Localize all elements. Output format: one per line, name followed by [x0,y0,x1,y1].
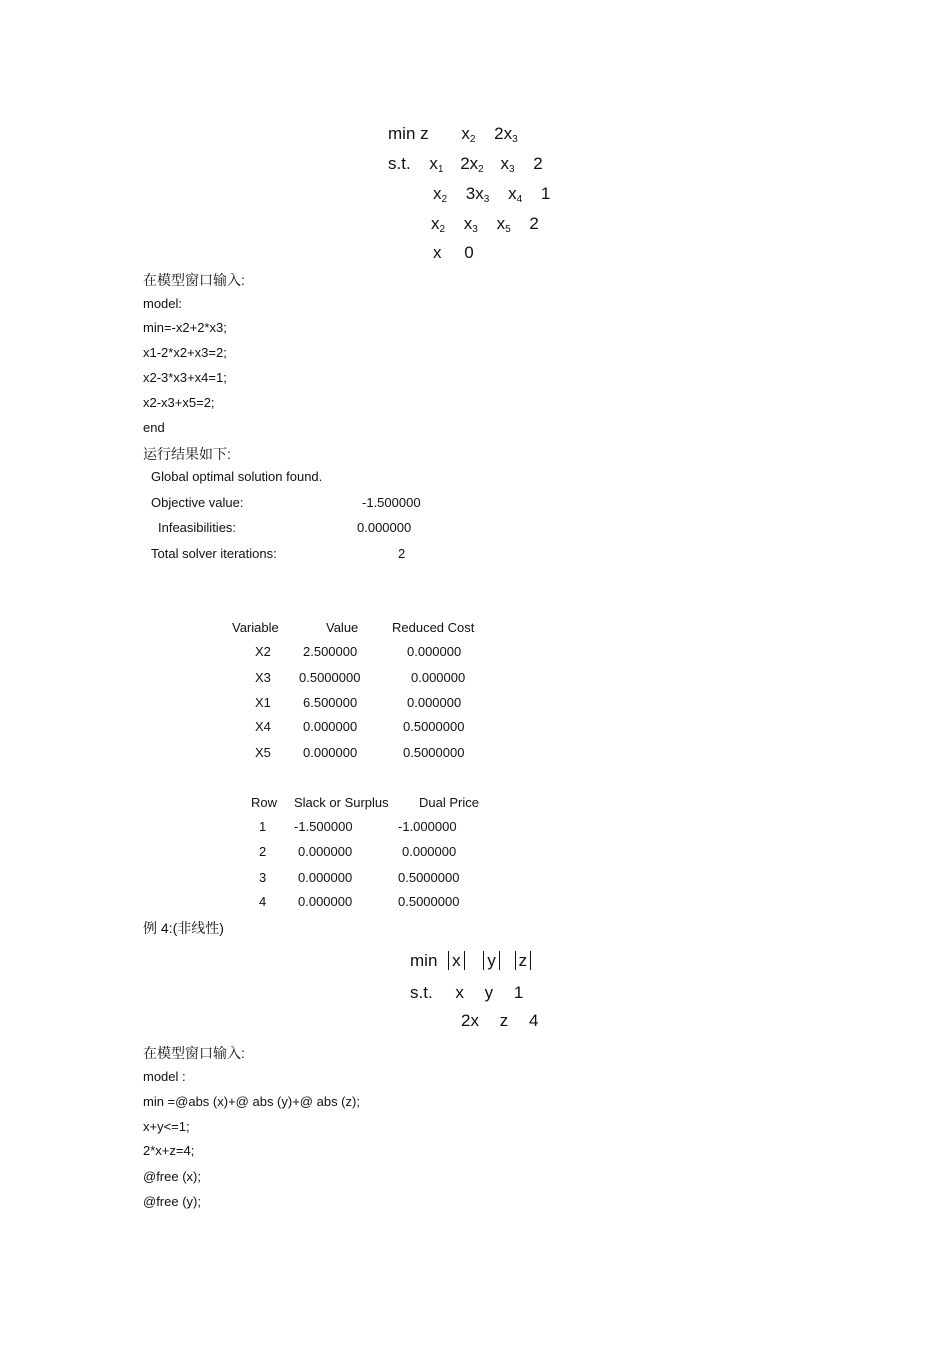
var-table-cell: 0.000000 [303,719,358,734]
infeasibilities-label: Infeasibilities: [158,520,237,535]
input1-line: x2-3*x3+x4=1; [143,370,227,385]
input2-line: 2*x+z=4; [143,1143,195,1158]
row-table-header-slack: Slack or Surplus [294,795,389,810]
row-table-cell: -1.500000 [294,819,353,834]
var-table-cell: 0.000000 [407,644,462,659]
example4-constraint-1: s.t. x y 1 [410,983,524,1002]
row-table-cell: 0.000000 [298,894,353,909]
var-table-cell: X5 [255,745,271,760]
results-heading: 运行结果如下: [143,446,231,462]
input1-line: min=-x2+2*x3; [143,320,227,335]
input2-heading: 在模型窗口输入: [143,1045,245,1061]
row-table-cell: 2 [259,844,267,859]
row-table-cell: -1.000000 [398,819,457,834]
row-table-cell: 0.5000000 [398,894,460,909]
model1-constraint-3: $x_2$ $x_3$ $x_5$ 2 [431,214,539,235]
input2-line: @free (x); [143,1169,201,1184]
model1-constraint-1: s.t. $x_1$ $2x_2$ $x_3$ 2 [388,154,543,175]
row-table-cell: 1 [259,819,267,834]
var-table-header-variable: Variable [232,620,279,635]
row-table-header-row: Row [251,795,278,810]
row-table-cell: 4 [259,894,267,909]
var-table-header-value: Value [326,620,359,635]
objective-label: Objective value: [151,495,244,510]
input1-line: model: [143,296,183,311]
var-table-cell: X1 [255,695,271,710]
var-table-cell: 0.000000 [411,670,466,685]
input1-line: x2-x3+x5=2; [143,395,215,410]
example4-heading: 例 4:(非线性) [143,920,224,936]
input2-line: model : [143,1069,186,1084]
var-table-cell: 6.500000 [303,695,358,710]
var-table-cell: 0.5000000 [403,719,465,734]
iterations-label: Total solver iterations: [151,546,277,561]
var-table-cell: 0.5000000 [299,670,361,685]
results-status: Global optimal solution found. [151,469,323,484]
var-table-header-reduced-cost: Reduced Cost [392,620,475,635]
row-table-cell: 0.5000000 [398,870,460,885]
var-table-cell: X3 [255,670,271,685]
objective-value: -1.500000 [362,495,421,510]
example4-objective: min x y z [410,951,531,971]
var-table-cell: X2 [255,644,271,659]
input1-line: end [143,420,165,435]
input1-line: x1-2*x2+x3=2; [143,345,227,360]
var-table-cell: 0.5000000 [403,745,465,760]
row-table-cell: 3 [259,870,267,885]
var-table-cell: 0.000000 [303,745,358,760]
input1-heading: 在模型窗口输入: [143,272,245,288]
row-table-cell: 0.000000 [298,844,353,859]
model1-objective: min z $x_2$ $2x_3$ [388,124,518,145]
var-table-cell: 2.500000 [303,644,358,659]
input2-line: min =@abs (x)+@ abs (y)+@ abs (z); [143,1094,360,1109]
example4-constraint-2: 2x z 4 [461,1011,539,1030]
model1-constraint-4: x 0 [433,243,474,262]
input2-line: x+y<=1; [143,1119,190,1134]
input2-line: @free (y); [143,1194,201,1209]
model1-constraint-2: $x_2$ $3x_3$ $x_4$ 1 [433,184,551,205]
var-table-cell: X4 [255,719,271,734]
var-table-cell: 0.000000 [407,695,462,710]
row-table-cell: 0.000000 [298,870,353,885]
row-table-header-dual-price: Dual Price [419,795,479,810]
row-table-cell: 0.000000 [402,844,457,859]
infeasibilities-value: 0.000000 [357,520,412,535]
iterations-value: 2 [398,546,406,561]
